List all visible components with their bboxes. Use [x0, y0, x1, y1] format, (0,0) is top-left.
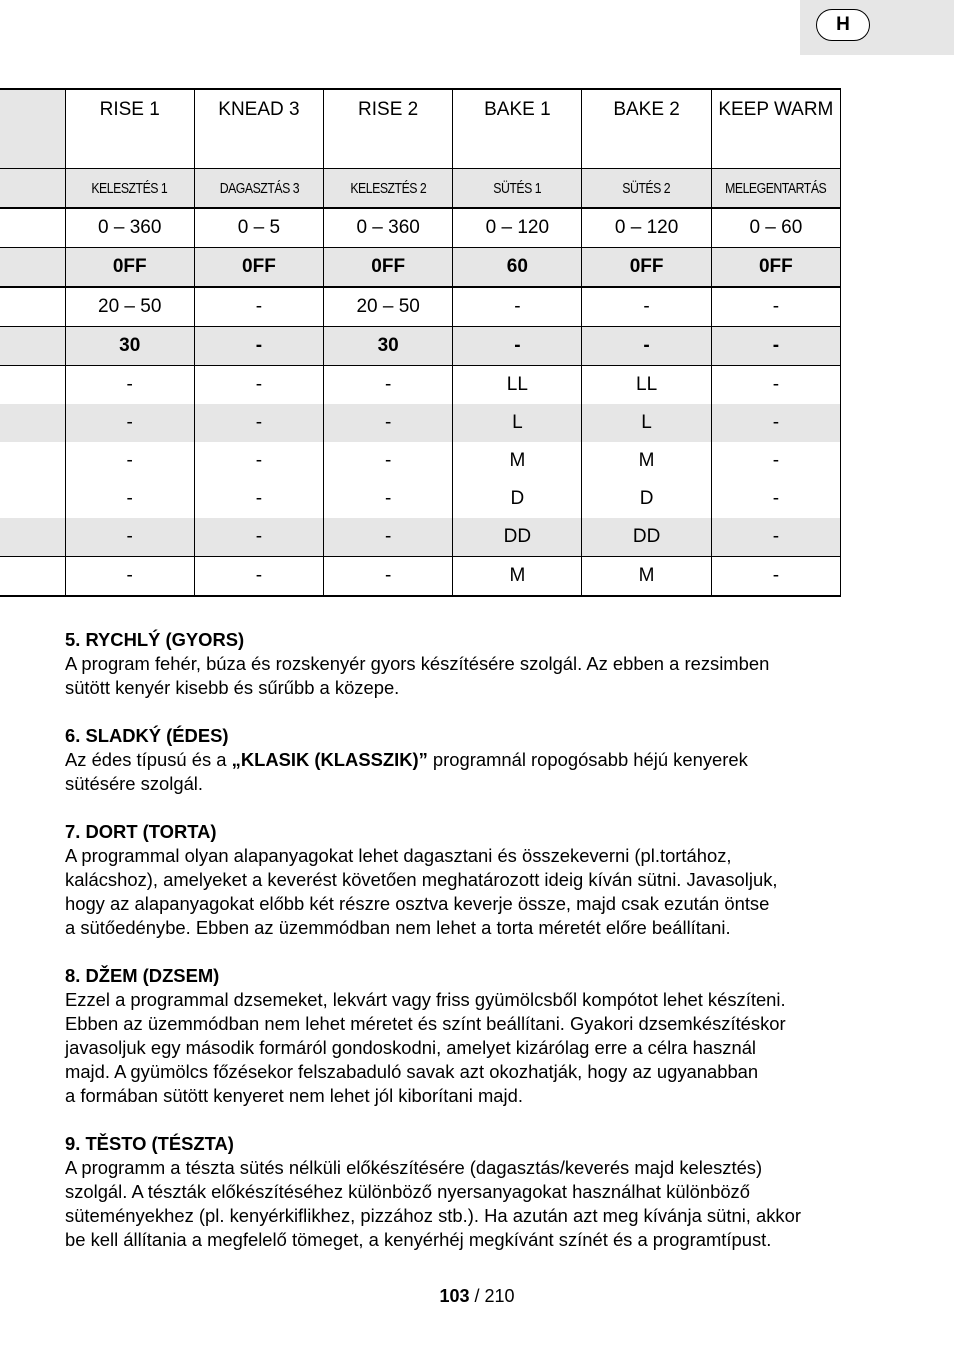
subheader-cell: SÜTÉS 1 — [453, 169, 582, 209]
table-row — [0, 327, 841, 366]
table-cell: - — [711, 557, 840, 597]
table-cell: L — [453, 404, 582, 442]
table-subheader-row — [0, 169, 841, 209]
language-badge: H — [816, 9, 870, 41]
section-text: Az édes típusú és a „KLASIK (KLASSZIK)” programnál ropogósabb héjú kenyerek sütésére szolgál. — [65, 749, 748, 794]
table-row — [0, 208, 841, 248]
table-cell: - — [65, 518, 194, 557]
table-cell: - — [711, 327, 840, 366]
table-cell: - — [582, 287, 711, 327]
table-cell: - — [711, 442, 840, 480]
table-cell: 0 – 360 — [65, 208, 194, 248]
header-cell: KEEP WARM — [711, 89, 840, 169]
row-label-cell — [0, 208, 65, 248]
section-text: Ezzel a programmal dzsemeket, lekvárt vagy friss gyümölcsből kompótot lehet készíteni. Ebben az üzemmódban nem lehet méretet és színt beállítani. Gyakori dzsemkészítéskor javasoljuk egy második formáról gondoskodni, amelyet kizárólag erre a célra használ majd. A gyümölcs főzésekor felszabaduló savak azt okozhatják, hogy az ugyanabban a formában sütött kenyeret nem lehet jól kiborítani majd. — [65, 989, 786, 1106]
row-label-cell — [0, 480, 65, 518]
section-text: A programmal olyan alapanyagokat lehet dagasztani és összekeverni (pl.tortához, kalácshoz), amelyeket a keverést követően meghatározott ideig kíván sütni. Javasoljuk, hogy az alapanyagokat előbb két részre osztva keverje össze, majd csak ezután öntse a sütőedénybe. Ebben az üzemmódban nem lehet a torta méretét előre beállítani. — [65, 845, 778, 938]
table-row — [0, 480, 841, 518]
table-cell: D — [582, 480, 711, 518]
section-title: 9. TĚSTO (TÉSZTA) — [65, 1133, 234, 1154]
table-cell: 0 – 120 — [453, 208, 582, 248]
language-tab — [800, 0, 954, 55]
table-cell: 20 – 50 — [324, 287, 453, 327]
header-cell: BAKE 1 — [453, 89, 582, 169]
table-cell: - — [324, 480, 453, 518]
subheader-cell: KELESZTÉS 2 — [324, 169, 453, 209]
table-cell: 60 — [453, 248, 582, 288]
header-cell: RISE 2 — [324, 89, 453, 169]
header-cell: BAKE 2 — [582, 89, 711, 169]
table-cell: 0FF — [582, 248, 711, 288]
table-cell: M — [582, 442, 711, 480]
table-cell: 0FF — [194, 248, 323, 288]
table-cell: - — [324, 442, 453, 480]
table-cell: DD — [453, 518, 582, 557]
section-title: 8. DŽEM (DZSEM) — [65, 965, 220, 986]
table-cell: 20 – 50 — [65, 287, 194, 327]
table-cell: 0FF — [711, 248, 840, 288]
section-title: 6. SLADKÝ (ÉDES) — [65, 725, 229, 746]
table-row — [0, 518, 841, 557]
table-cell: - — [711, 287, 840, 327]
subheader-cell: DAGASZTÁS 3 — [194, 169, 323, 209]
table-cell: - — [65, 480, 194, 518]
table-cell: 30 — [324, 327, 453, 366]
table-cell: - — [324, 557, 453, 597]
table-cell: LL — [582, 366, 711, 405]
table-cell: LL — [453, 366, 582, 405]
row-label-cell — [0, 169, 65, 209]
section-rychly — [65, 628, 895, 700]
table-row — [0, 442, 841, 480]
table-row — [0, 248, 841, 288]
section-dort — [65, 820, 895, 940]
table-cell: 0 – 120 — [582, 208, 711, 248]
row-label-cell — [0, 442, 65, 480]
section-sladky — [65, 724, 895, 796]
table-cell: - — [711, 366, 840, 405]
row-label-cell — [0, 248, 65, 288]
row-label-cell — [0, 287, 65, 327]
table-cell: M — [453, 557, 582, 597]
table-cell: - — [194, 287, 323, 327]
section-dzem — [65, 964, 895, 1108]
row-label-cell — [0, 404, 65, 442]
table-cell: - — [194, 480, 323, 518]
table-cell: - — [194, 442, 323, 480]
table-cell: - — [453, 327, 582, 366]
table-cell: - — [711, 480, 840, 518]
table-cell: 0 – 360 — [324, 208, 453, 248]
table-cell: - — [65, 557, 194, 597]
header-cell: KNEAD 3 — [194, 89, 323, 169]
table-cell: 30 — [65, 327, 194, 366]
table-header-row — [0, 89, 841, 169]
table-cell: 0FF — [324, 248, 453, 288]
table-cell: - — [582, 327, 711, 366]
table-cell: M — [582, 557, 711, 597]
table-cell: D — [453, 480, 582, 518]
program-settings-table — [0, 88, 841, 597]
table-cell: L — [582, 404, 711, 442]
table-row — [0, 404, 841, 442]
section-text: A programm a tészta sütés nélküli előkészítésére (dagasztás/keverés majd kelesztés) szolgál. A tészták előkészítéséhez különböző nyersanyagokat használhat különböző süteményekhez (pl. kenyérkiflikhez, pizzához stb.). Ha azután azt meg kívánja sütni, akkor be kell állítania a megfelelő tömeget, a kenyérhéj megkívánt színét és a programtípust. — [65, 1157, 801, 1250]
table-cell: - — [194, 327, 323, 366]
table-cell: - — [324, 366, 453, 405]
section-title: 7. DORT (TORTA) — [65, 821, 217, 842]
table-cell: 0FF — [65, 248, 194, 288]
subheader-cell: SÜTÉS 2 — [582, 169, 711, 209]
table-cell: M — [453, 442, 582, 480]
row-label-cell — [0, 327, 65, 366]
table-cell: 0 – 5 — [194, 208, 323, 248]
table-cell: - — [194, 404, 323, 442]
row-label-cell — [0, 366, 65, 405]
table-cell: 0 – 60 — [711, 208, 840, 248]
table-cell: - — [194, 518, 323, 557]
table-row — [0, 366, 841, 405]
table-cell: - — [65, 404, 194, 442]
row-label-cell — [0, 89, 65, 169]
program-descriptions — [65, 628, 895, 1276]
row-label-cell — [0, 518, 65, 557]
section-title: 5. RYCHLÝ (GYORS) — [65, 629, 245, 650]
table-cell: - — [711, 518, 840, 557]
subheader-cell: KELESZTÉS 1 — [65, 169, 194, 209]
table-cell: - — [65, 366, 194, 405]
section-text: A program fehér, búza és rozskenyér gyors készítésére szolgál. Az ebben a rezsimben sütött kenyér kisebb és sűrűbb a közepe. — [65, 653, 770, 698]
section-testo — [65, 1132, 895, 1252]
row-label-cell — [0, 557, 65, 597]
page-number — [0, 1286, 954, 1307]
current-page: 103 — [439, 1286, 470, 1306]
table-cell: - — [194, 557, 323, 597]
table-row — [0, 287, 841, 327]
table-cell: - — [324, 404, 453, 442]
table-cell: - — [324, 518, 453, 557]
table-cell: - — [711, 404, 840, 442]
header-cell: RISE 1 — [65, 89, 194, 169]
bold-program-name: „KLASIK (KLASSZIK)” — [231, 749, 428, 770]
table-cell: DD — [582, 518, 711, 557]
table-row — [0, 557, 841, 597]
table-cell: - — [65, 442, 194, 480]
total-pages: / 210 — [469, 1286, 515, 1306]
table-cell: - — [194, 366, 323, 405]
subheader-cell: MELEGENTARTÁS — [711, 169, 840, 209]
table-cell: - — [453, 287, 582, 327]
